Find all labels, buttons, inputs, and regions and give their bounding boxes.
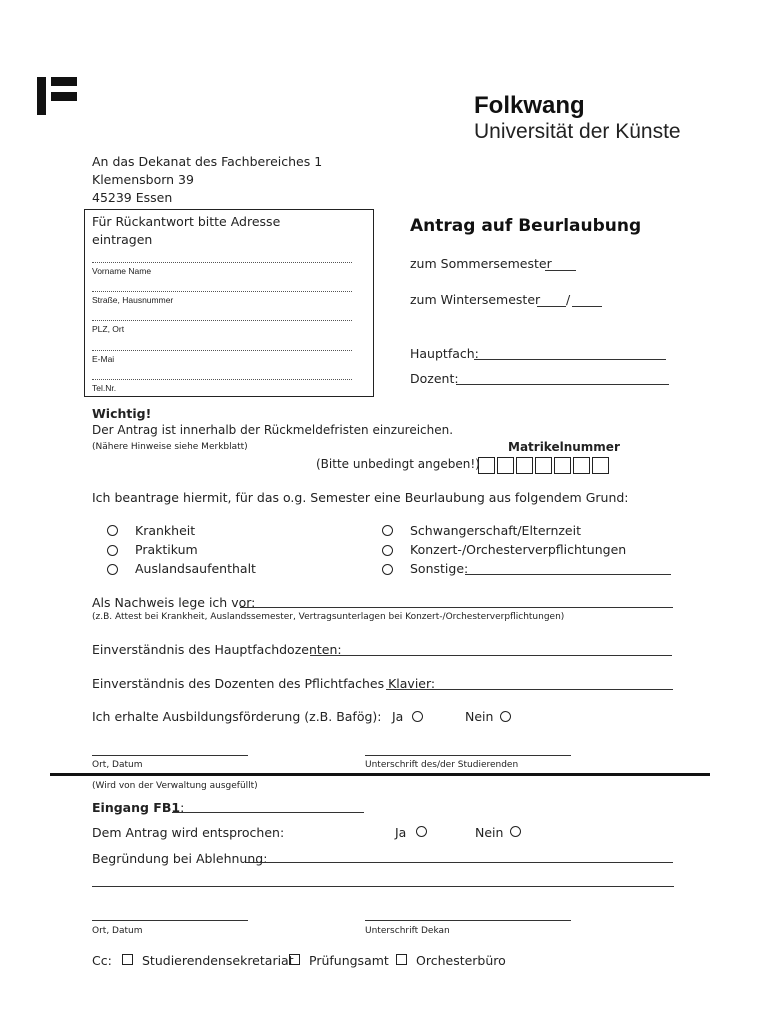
notice-line-2: (Nähere Hinweise siehe Merkblatt): [92, 442, 248, 452]
funding-no-radio[interactable]: [500, 711, 511, 722]
matrikel-cell[interactable]: [573, 457, 590, 474]
reason-radio-sonstige[interactable]: [382, 564, 393, 575]
matrikel-input-cells[interactable]: [478, 457, 609, 474]
date-place-label-student: Ort, Datum: [92, 760, 143, 770]
proof-hint: (z.B. Attest bei Krankheit, Auslandssemester, Vertragsunterlagen bei Konzert-/Orchesterverpflichtungen): [92, 612, 565, 622]
phone-field-line[interactable]: [92, 379, 352, 380]
name-field-label: Vorname Name: [92, 266, 152, 276]
form-title: Antrag auf Beurlaubung: [410, 216, 642, 236]
matrikel-cell[interactable]: [478, 457, 495, 474]
city-field-line[interactable]: [92, 320, 352, 321]
funding-yes-label: Ja: [392, 709, 404, 724]
name-field-line[interactable]: [92, 262, 352, 263]
funding-yes-radio[interactable]: [412, 711, 423, 722]
reason-radio-krankheit[interactable]: [107, 525, 118, 536]
cc-checkbox-pruefungsamt[interactable]: [289, 954, 300, 965]
notice-heading: Wichtig!: [92, 406, 152, 421]
email-field-line[interactable]: [92, 350, 352, 351]
matrikel-label: Matrikelnummer: [508, 440, 620, 454]
rejection-reason-field-1[interactable]: [246, 862, 673, 863]
eingang-field[interactable]: [172, 812, 364, 813]
student-signature-line[interactable]: [365, 755, 571, 756]
granted-label: Dem Antrag wird entsprochen:: [92, 825, 285, 840]
email-field-label: E-Mai: [92, 354, 115, 364]
summer-semester-field[interactable]: [545, 270, 576, 271]
address-line-2: Klemensborn 39: [92, 172, 194, 187]
street-field-line[interactable]: [92, 291, 352, 292]
address-line-1: An das Dekanat des Fachbereiches 1: [92, 154, 323, 169]
cc-label: Cc:: [92, 953, 112, 968]
winter-semester-field-1[interactable]: [537, 306, 566, 307]
eingang-label-text: Eingang FB1: [92, 800, 181, 815]
hauptfach-label: Hauptfach:: [410, 346, 479, 361]
granted-no-radio[interactable]: [510, 826, 521, 837]
proof-field[interactable]: [240, 607, 673, 608]
matrikel-cell[interactable]: [516, 457, 533, 474]
matrikel-cell[interactable]: [535, 457, 552, 474]
rejection-reason-label: Begründung bei Ablehnung:: [92, 851, 268, 866]
folkwang-logo-mark: [37, 77, 77, 115]
reason-label-sonstige: Sonstige:: [410, 561, 469, 576]
admin-section-divider: [50, 773, 710, 776]
reason-intro: Ich beantrage hiermit, für das o.g. Semester eine Beurlaubung aus folgendem Grund:: [92, 490, 629, 505]
consent-pflicht-field[interactable]: [386, 689, 673, 690]
summer-semester-label: zum Sommersemester: [410, 256, 552, 271]
admin-note: (Wird von der Verwaltung ausgefüllt): [92, 781, 258, 791]
sonstige-field[interactable]: [465, 574, 671, 575]
dozent-label: Dozent:: [410, 371, 459, 386]
dean-signature-label: Unterschrift Dekan: [365, 926, 450, 936]
granted-yes-radio[interactable]: [416, 826, 427, 837]
consent-hauptfach-field[interactable]: [310, 655, 672, 656]
cc-label-studierendensekretariat: Studierendensekretariat: [142, 953, 294, 968]
cc-label-orchesterbuero: Orchesterbüro: [416, 953, 506, 968]
hauptfach-field[interactable]: [474, 359, 666, 360]
reason-radio-ausland[interactable]: [107, 564, 118, 575]
rejection-reason-field-2[interactable]: [92, 886, 674, 887]
reason-label-krankheit: Krankheit: [135, 523, 196, 538]
cc-checkbox-studierendensekretariat[interactable]: [122, 954, 133, 965]
granted-yes-label: Ja: [395, 825, 407, 840]
dozent-field[interactable]: [456, 384, 669, 385]
winter-semester-field-2[interactable]: [572, 306, 602, 307]
date-place-line-dean[interactable]: [92, 920, 248, 921]
date-place-line-student[interactable]: [92, 755, 248, 756]
consent-pflicht-label: Einverständnis des Dozenten des Pflichtfaches Klavier:: [92, 676, 436, 691]
consent-hauptfach-label: Einverständnis des Hauptfachdozenten:: [92, 642, 342, 657]
winter-semester-separator: /: [566, 292, 571, 307]
matrikel-hint: (Bitte unbedingt angeben!): [316, 457, 480, 471]
reason-label-ausland: Auslandsaufenthalt: [135, 561, 256, 576]
reason-label-praktikum: Praktikum: [135, 542, 198, 557]
cc-checkbox-orchesterbuero[interactable]: [396, 954, 407, 965]
notice-line-1: Der Antrag ist innerhalb der Rückmeldefristen einzureichen.: [92, 423, 454, 437]
proof-label: Als Nachweis lege ich vor:: [92, 595, 256, 610]
return-box-title-2: eintragen: [92, 232, 153, 247]
matrikel-cell[interactable]: [554, 457, 571, 474]
logo-name: Folkwang: [474, 92, 585, 119]
reason-radio-konzert[interactable]: [382, 545, 393, 556]
city-field-label: PLZ, Ort: [92, 324, 125, 334]
phone-field-label: Tel.Nr.: [92, 383, 117, 393]
granted-no-label: Nein: [475, 825, 504, 840]
address-line-3: 45239 Essen: [92, 190, 173, 205]
eingang-label-colon: :: [180, 800, 185, 815]
return-box-title-1: Für Rückantwort bitte Adresse: [92, 214, 281, 229]
eingang-label: [92, 800, 184, 816]
winter-semester-label: zum Wintersemester: [410, 292, 541, 307]
cc-label-pruefungsamt: Prüfungsamt: [309, 953, 389, 968]
matrikel-cell[interactable]: [497, 457, 514, 474]
logo-subtitle: Universität der Künste: [474, 120, 681, 143]
funding-no-label: Nein: [465, 709, 494, 724]
matrikel-cell[interactable]: [592, 457, 609, 474]
reason-label-konzert: Konzert-/Orchesterverpflichtungen: [410, 542, 627, 557]
dean-signature-line[interactable]: [365, 920, 571, 921]
student-signature-label: Unterschrift des/der Studierenden: [365, 760, 519, 770]
date-place-label-dean: Ort, Datum: [92, 926, 143, 936]
reason-radio-schwangerschaft[interactable]: [382, 525, 393, 536]
reason-label-schwangerschaft: Schwangerschaft/Elternzeit: [410, 523, 581, 538]
funding-label: Ich erhalte Ausbildungsförderung (z.B. Bafög):: [92, 709, 382, 724]
reason-radio-praktikum[interactable]: [107, 545, 118, 556]
street-field-label: Straße, Hausnummer: [92, 295, 174, 305]
